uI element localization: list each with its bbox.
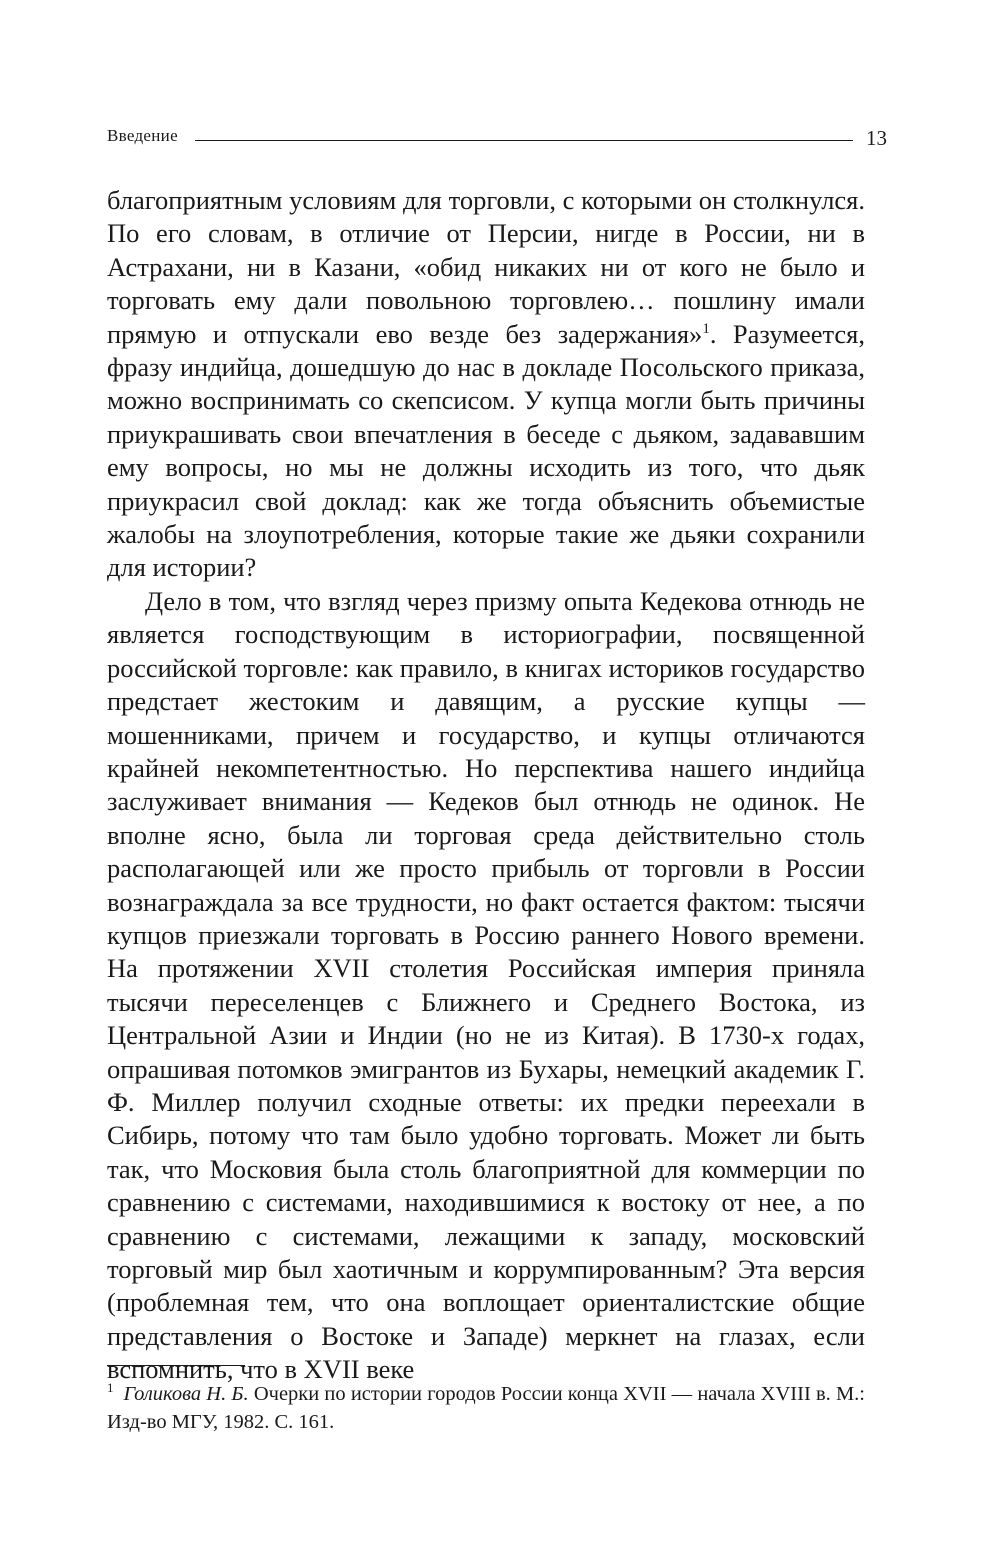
paragraph-2: Дело в том, что взгляд через призму опыта Кедекова отнюдь не является господствующим в историографии, посвященной российской торговле: как правило, в книгах историков государство предстает жестоким и давящим, а русские купцы — мошенниками, причем и государство, и купцы отличаются крайней некомпетентностью. Но перспектива нашего индийца заслуживает внимания — Кедеков был отнюдь не одинок. Не вполне ясно, была ли торговая среда действительно столь располагающей или же просто прибыль от торговли в России вознаграждала за все трудности, но факт остается фактом: тысячи купцов приезжали торговать в Россию раннего Нового времени. На протяжении XVII столетия Российская империя приняла тысячи переселенцев с Ближнего и Среднего Востока, из Центральной Азии и Индии (но не из Китая). В 1730-х годах, опрашивая потомков эмигрантов из Бухары, немецкий академик Г. Ф. Миллер получил сходные ответы: их предки переехали в Сибирь, потому что там было удобно торговать. Может ли быть так, что Московия была столь благоприятной для коммерции по сравнению с системами, находившимися к востоку от нее, а по сравнению с системами, лежащими к западу, московский торговый мир был хаотичным и коррумпированным? Эта версия (проблемная тем, что она воплощает ориенталистские общие представления о Востоке и Западе) меркнет на глазах, если вспомнить, что в XVII веке — [107, 585, 865, 1385]
paragraph-1-text-a: благоприятным условиям для торговли, с которыми он столкнулся. По его словам, в отличие от Персии, нигде в России, ни в Астрахани, ни в Казани, «обид никаких ни от кого не было и торговать ему дали повольною торговлею… пошлину имали прямую и отпускали ево везде без задержания» — [107, 185, 865, 349]
footnote-citation: Очерки по истории городов России конца XVII — начала XVIII в. М.: Изд-во МГУ, 1982. С. 161. — [107, 1383, 866, 1433]
paragraph-1-text-b: . Разумеется, фразу индийца, дошедшую до нас в докладе Посольского приказа, можно воспринимать со скепсисом. У купца могли быть причины приукрашивать свои впечатления в беседе с дьяком, задававшим ему вопросы, но мы не должны исходить из того, что дьяк приукрасил свой доклад: как же тогда объяснить объемистые жалобы на злоупотребления, которые такие же дьяки сохранили для истории? — [107, 318, 865, 583]
running-header — [107, 124, 887, 154]
body-text — [107, 184, 865, 1387]
footnote-reference: 1 — [702, 320, 710, 337]
footnote — [107, 1380, 865, 1436]
paragraph-1 — [107, 184, 865, 585]
header-rule — [195, 140, 853, 141]
section-title: Введение — [107, 126, 178, 145]
footnote-rule — [107, 1365, 245, 1366]
page-number: 13 — [866, 126, 887, 150]
footnote-author: Голикова Н. Б. — [123, 1383, 249, 1405]
footnote-number: 1 — [107, 1380, 114, 1396]
